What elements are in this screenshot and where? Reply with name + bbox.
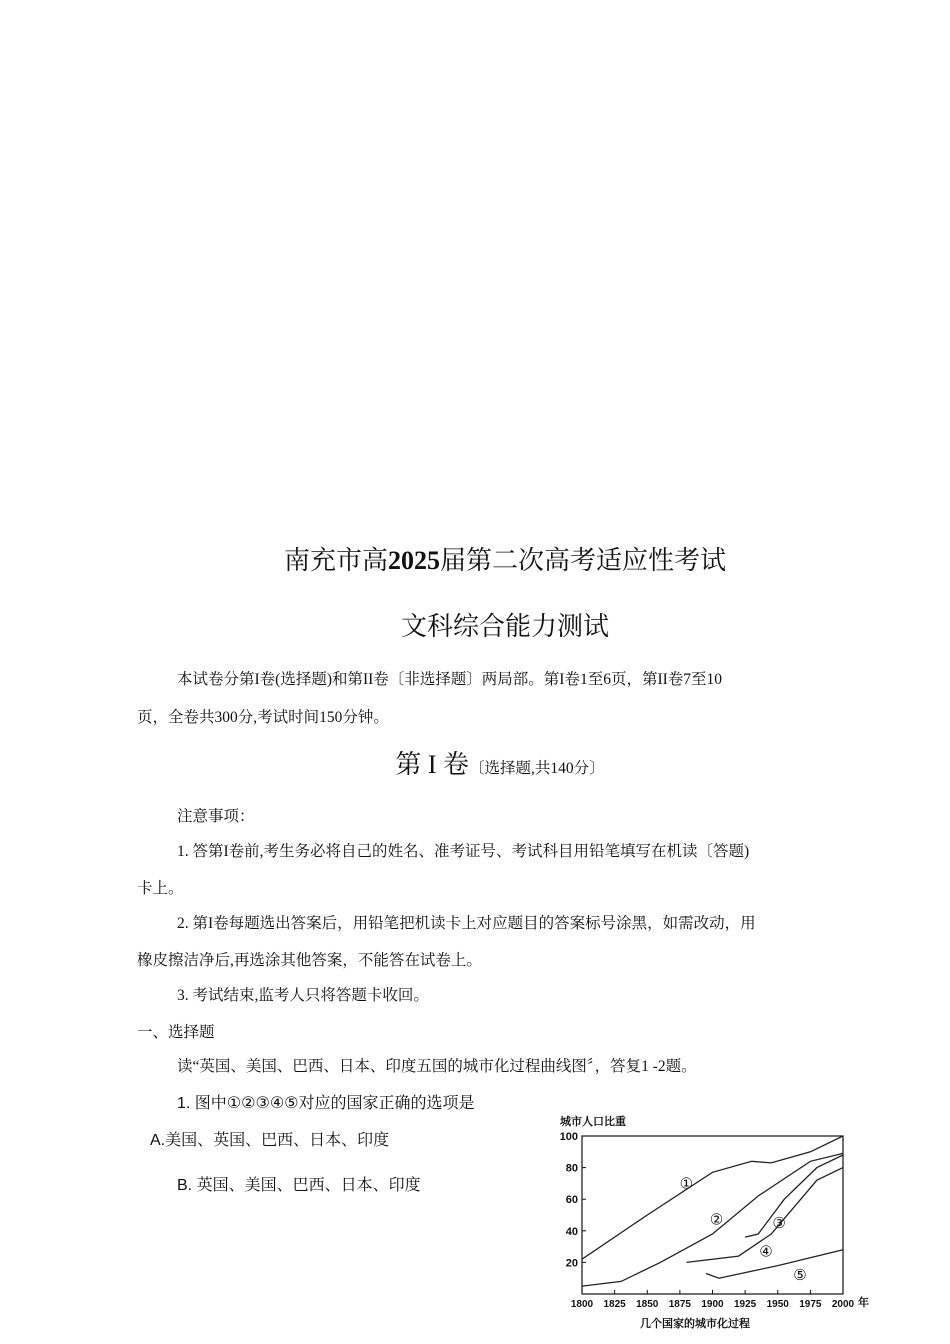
question-1-option-b: B. 英国、美国、巴西、日本、印度 — [177, 1177, 421, 1194]
x-tick-label: 1850 — [636, 1299, 659, 1310]
section-heading-note: 〔选择题,共140分〕 — [469, 760, 605, 777]
exam-title — [0, 540, 950, 577]
series-label-1: ① — [679, 1175, 694, 1193]
question-1-option-a: A.美国、英国、巴西、日本、印度 — [150, 1132, 390, 1149]
x-tick-label: 1975 — [799, 1299, 822, 1310]
notice-heading: 注意事项： — [177, 808, 255, 825]
x-tick-label: 2000 — [831, 1299, 855, 1310]
x-tick-label: 1875 — [668, 1299, 691, 1310]
series-label-3: ③ — [772, 1214, 786, 1232]
y-tick-label: 100 — [559, 1131, 578, 1143]
y-tick-label: 60 — [565, 1194, 578, 1207]
notice-item-1-line-2: 卡上。 — [137, 880, 184, 897]
notice-item-3: 3. 考试结束,监考人只将答题卡收回。 — [177, 987, 429, 1004]
series-label-2: ② — [709, 1211, 724, 1229]
intro-line-2: 页，全卷共300分,考试时间150分钟。 — [137, 709, 389, 726]
notice-item-2-line-2: 橡皮擦洁净后,再选涂其他答案，不能答在试卷上。 — [137, 952, 482, 969]
chart-y-axis-label: 城市人口比重 — [560, 1116, 626, 1128]
part-heading: 一、选择题 — [137, 1024, 215, 1041]
series-line-5 — [706, 1250, 843, 1278]
section-heading-title: 第 I 卷 — [395, 750, 470, 779]
exam-title-prefix: 南充市高 — [283, 546, 388, 575]
series-line-1 — [582, 1136, 843, 1259]
intro-line-1: 本试卷分第I卷(选择题)和第II卷〔非选择题〕两局部。第I卷1至6页，第II卷7至10 — [177, 671, 723, 688]
chart-x-axis-unit: 年 — [858, 1297, 869, 1309]
series-label-5: ⑤ — [793, 1267, 807, 1285]
exam-subtitle: 文科综合能力测试 — [400, 612, 609, 641]
question-1-stem: 1. 图中①②③④⑤对应的国家正确的选项是 — [177, 1095, 475, 1112]
chart-title: 几个国家的城市化过程 — [640, 1318, 750, 1330]
y-tick-label: 40 — [565, 1225, 578, 1238]
x-tick-label: 1950 — [766, 1299, 789, 1310]
x-tick-label: 1825 — [603, 1299, 626, 1310]
series-line-3 — [745, 1155, 843, 1237]
part-intro: 读“英国、美国、巴西、日本、印度五国的城市化过程曲线图〞，答复1 -2题。 — [177, 1058, 697, 1075]
section-heading — [0, 744, 950, 781]
series-label-4: ④ — [759, 1243, 773, 1261]
exam-title-year: 2025 — [388, 546, 440, 575]
notice-item-2-line-1: 2. 第I卷每题选出答案后，用铅笔把机读卡上对应题目的答案标号涂黑，如需改动，用 — [177, 915, 756, 932]
notice-item-1-line-1: 1. 答第I卷前,考生务必将自己的姓名、准考证号、考试科目用铅笔填写在机读〔答题) — [177, 843, 750, 860]
y-tick-label: 20 — [565, 1257, 578, 1270]
x-tick-label: 1800 — [570, 1299, 594, 1310]
x-tick-label: 1900 — [701, 1299, 724, 1310]
y-tick-label: 80 — [565, 1162, 578, 1175]
exam-title-suffix: 届第二次高考适应性考试 — [440, 546, 727, 575]
x-tick-label: 1925 — [734, 1299, 757, 1310]
urbanization-chart — [540, 1108, 890, 1336]
